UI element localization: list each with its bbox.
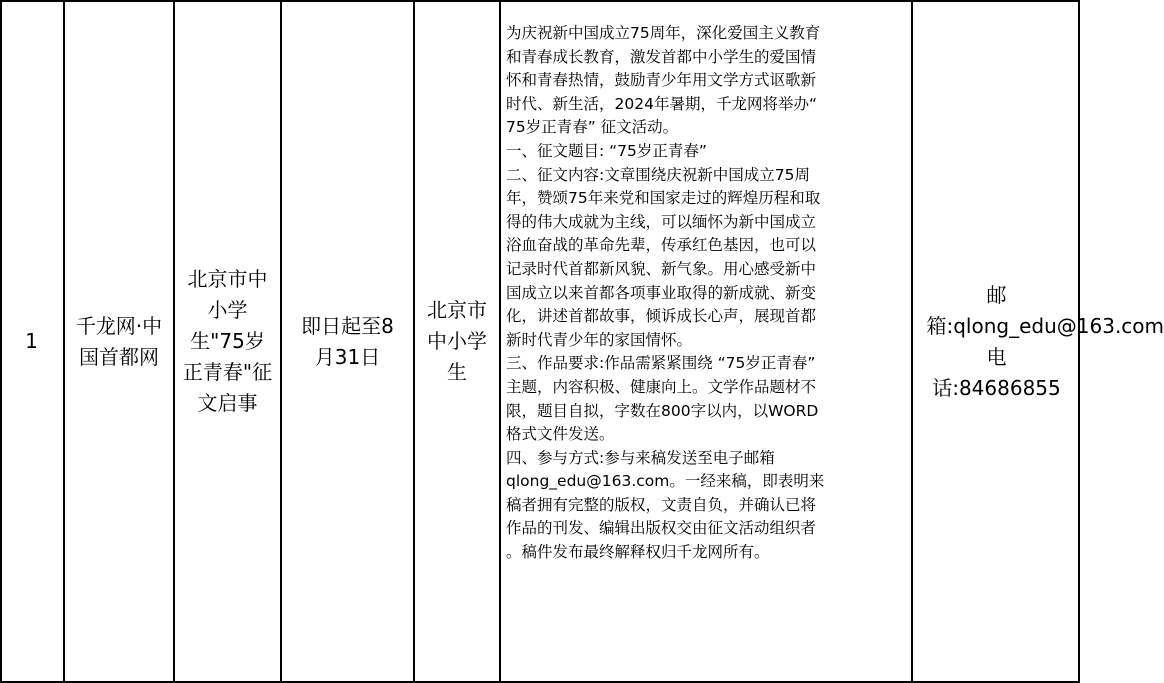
period-text: 即日起至8月31日 [301,313,394,369]
description-line: 三、作品要求:作品需紧紧围绕 “75岁正青春” [506,354,816,373]
organizer-text: 千龙网·中国首都网 [75,313,163,369]
description-line: 。稿件发布最终解释权归千龙网所有。 [506,543,770,562]
event-name-text: 北京市中小学生"75岁正青春"征文启事 [182,267,273,415]
row-index: 1 [25,329,38,353]
description-line: 国成立以来首都各项事业取得的新成就、新变 [506,283,817,302]
audience-cell [415,0,501,683]
description-text [501,0,834,565]
description-line: 二、征文内容:文章围绕庆祝新中国成立75周 [506,165,810,184]
description-line: 主题，内容积极、健康向上。文学作品题材不 [506,377,817,396]
description-line: 记录时代首都新风貌、新气象。用心感受新中 [506,259,817,278]
contact-text: 邮箱:qlong_edu@163.com 电话:84686855 [926,282,1164,400]
description-line: 一、征文题目: “75岁正青春” [506,141,707,160]
description-line: 格式文件发送。 [506,425,615,444]
description-line: 时代、新生活，2024年暑期，千龙网将举办“ [506,94,817,113]
description-line: 作品的刊发、编辑出版权交由征文活动组织者 [506,519,817,538]
description-line: 为庆祝新中国成立75周年，深化爱国主义教育 [506,24,821,42]
event-name-cell [175,0,282,683]
description-cell [501,0,913,683]
description-line: qlong_edu@163.com。一经来稿，即表明来 [506,472,825,491]
description-line: 稿者拥有完整的版权，文责自负，并确认已将 [506,495,817,514]
description-line: 浴血奋战的革命先辈，传承红色基因，也可以 [506,236,817,255]
description-line: 新时代青少年的家国情怀。 [506,330,693,349]
description-line: 75岁正青春” 征文活动。 [506,118,679,137]
description-line: 年，赞颂75年来党和国家走过的辉煌历程和取 [506,189,821,208]
description-line: 化，讲述首都故事，倾诉成长心声，展现首都 [506,307,817,326]
audience-text: 北京市中小学生 [427,298,487,384]
description-line: 限，题目自拟，字数在800字以内，以WORD [506,401,819,420]
description-line: 得的伟大成就为主线，可以缅怀为新中国成立 [506,212,817,231]
description-line: 怀和青春热情，鼓励青少年用文学方式讴歌新 [506,71,817,90]
organizer-cell [65,0,175,683]
period-cell [282,0,415,683]
contact-cell [913,0,1164,683]
description-line: 和青春成长教育，激发首都中小学生的爱国情 [506,47,817,66]
description-line: 四、参与方式:参与来稿发送至电子邮箱 [506,448,775,467]
row-index-cell [0,0,65,683]
